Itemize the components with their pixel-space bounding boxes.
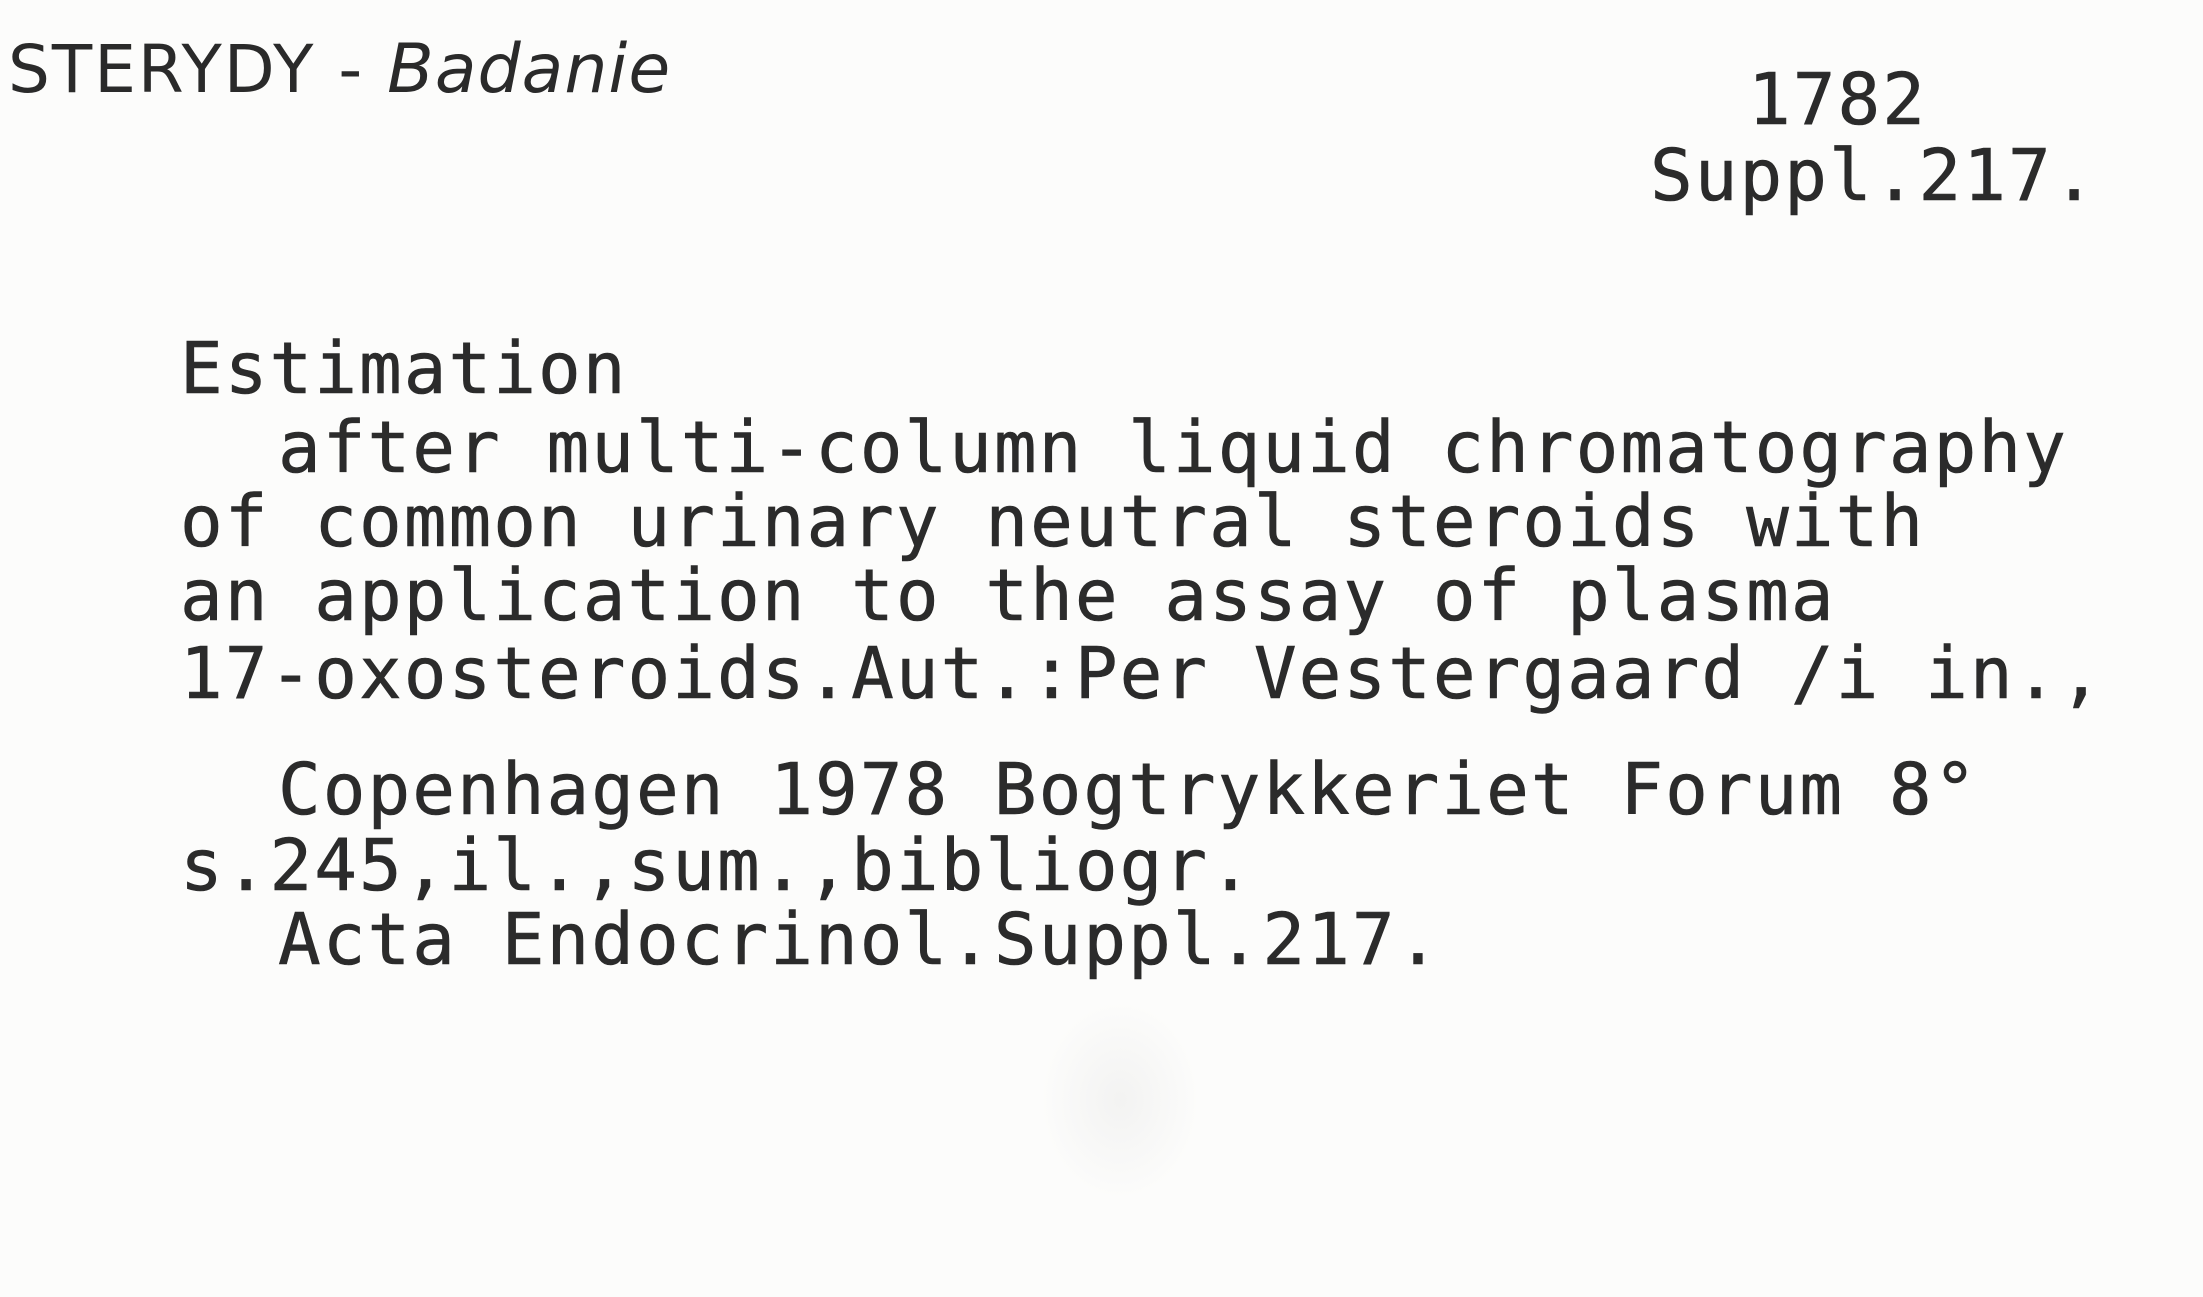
card-line-title-3: an application to the assay of plasma [180, 554, 1836, 637]
card-line-series: Acta Endocrinol.Suppl.217. [278, 898, 1442, 981]
card-line-title-2: of common urinary neutral steroids with [180, 480, 1926, 563]
card-line-collation: s.245,il.,sum.,bibliogr. [180, 824, 1254, 907]
subject-heading [8, 30, 671, 109]
card-line-title-author: 17-oxosteroids.Aut.:Per Vestergaard /i in., [180, 632, 2105, 715]
subject-heading-text: STERYDY - [8, 31, 388, 108]
card-line-imprint: Copenhagen 1978 Bogtrykkeriet Forum 8° [278, 748, 1979, 831]
subject-heading-script: Badanie [387, 30, 672, 109]
shelf-number: 1782 [1748, 58, 1927, 141]
shelf-suppl: Suppl.217. [1650, 134, 2098, 217]
card-line-title-heading: Estimation [180, 327, 628, 410]
card-line-title-1: after multi-column liquid chromatography [278, 406, 2068, 489]
